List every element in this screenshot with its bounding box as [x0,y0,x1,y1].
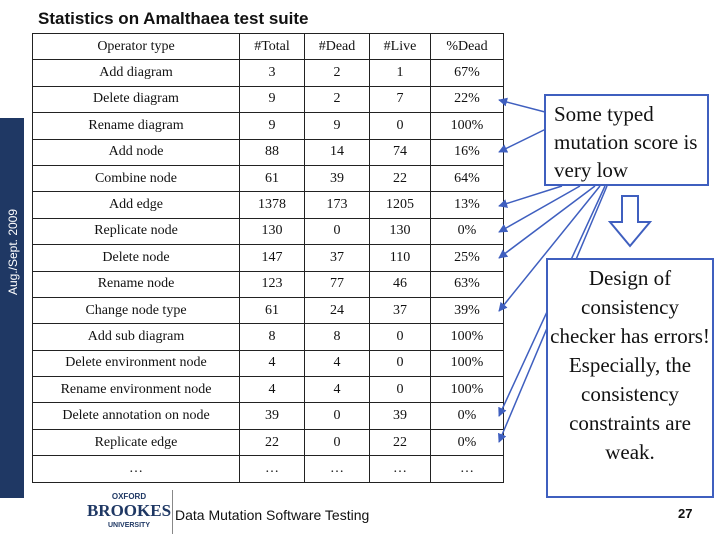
cell-operator-type: Change node type [33,297,240,323]
cell-live: 1 [370,60,431,86]
cell-percent-dead: 100% [431,324,504,350]
callout-low-score: Some typed mutation score is very low [544,94,709,186]
cell-total: 22 [240,429,305,455]
cell-percent-dead: 0% [431,218,504,244]
cell-live: 0 [370,113,431,139]
cell-total: 3 [240,60,305,86]
oxford-brookes-logo [84,489,174,535]
cell-percent-dead: 39% [431,297,504,323]
cell-dead: 4 [305,377,370,403]
cell-live: 0 [370,377,431,403]
cell-dead: 4 [305,350,370,376]
cell-percent-dead: 0% [431,429,504,455]
cell-dead: 0 [305,403,370,429]
cell-total: 8 [240,324,305,350]
logo-divider [172,490,173,534]
cell-dead: 0 [305,429,370,455]
cell-percent-dead: 64% [431,165,504,191]
cell-dead: 9 [305,113,370,139]
cell-total: … [240,456,305,482]
cell-dead: … [305,456,370,482]
cell-percent-dead: … [431,456,504,482]
cell-dead: 8 [305,324,370,350]
cell-live: 0 [370,324,431,350]
header-live: #Live [370,34,431,60]
cell-dead: 0 [305,218,370,244]
header-operator-type: Operator type [33,34,240,60]
cell-percent-dead: 22% [431,86,504,112]
cell-total: 88 [240,139,305,165]
logo-line2: BROOKES [86,501,172,520]
cell-percent-dead: 13% [431,192,504,218]
cell-operator-type: Rename environment node [33,377,240,403]
logo-line1: OXFORD [111,492,147,501]
cell-live: 130 [370,218,431,244]
cell-total: 123 [240,271,305,297]
cell-total: 1378 [240,192,305,218]
cell-live: 74 [370,139,431,165]
cell-live: 39 [370,403,431,429]
cell-operator-type: Add node [33,139,240,165]
cell-operator-type: Add diagram [33,60,240,86]
cell-total: 39 [240,403,305,429]
cell-dead: 173 [305,192,370,218]
header-total: #Total [240,34,305,60]
cell-operator-type: Delete environment node [33,350,240,376]
cell-total: 130 [240,218,305,244]
slide-title: Statistics on Amalthaea test suite [38,9,309,28]
cell-live: 0 [370,350,431,376]
cell-operator-type: Replicate node [33,218,240,244]
callout-conclusion: Design of consistency checker has errors! Especially, the consistency constraints are weak. [546,258,714,498]
cell-dead: 37 [305,245,370,271]
cell-operator-type: Rename diagram [33,113,240,139]
cell-dead: 2 [305,60,370,86]
cell-total: 9 [240,113,305,139]
cell-total: 61 [240,297,305,323]
cell-total: 61 [240,165,305,191]
cell-dead: 24 [305,297,370,323]
cell-percent-dead: 67% [431,60,504,86]
cell-operator-type: Delete node [33,245,240,271]
cell-operator-type: Replicate edge [33,429,240,455]
cell-live: 1205 [370,192,431,218]
cell-live: 110 [370,245,431,271]
footer-text: Data Mutation Software Testing [175,507,370,523]
arrow-delete-diagram [499,100,545,112]
cell-percent-dead: 100% [431,377,504,403]
cell-live: 22 [370,429,431,455]
cell-total: 4 [240,350,305,376]
cell-dead: 39 [305,165,370,191]
page-number: 27 [678,506,693,521]
down-arrow-icon [610,196,650,246]
cell-total: 147 [240,245,305,271]
cell-live: 22 [370,165,431,191]
cell-percent-dead: 100% [431,350,504,376]
cell-percent-dead: 100% [431,113,504,139]
cell-operator-type: … [33,456,240,482]
cell-operator-type: Add edge [33,192,240,218]
cell-live: 46 [370,271,431,297]
cell-live: 37 [370,297,431,323]
cell-dead: 14 [305,139,370,165]
cell-live: … [370,456,431,482]
logo-line3: UNIVERSITY [107,522,151,529]
cell-percent-dead: 63% [431,271,504,297]
cell-percent-dead: 25% [431,245,504,271]
cell-percent-dead: 0% [431,403,504,429]
cell-operator-type: Delete diagram [33,86,240,112]
header-percent-dead: %Dead [431,34,504,60]
cell-live: 7 [370,86,431,112]
cell-operator-type: Rename node [33,271,240,297]
arrow-add-node [499,128,548,152]
header-dead: #Dead [305,34,370,60]
cell-dead: 77 [305,271,370,297]
cell-dead: 2 [305,86,370,112]
side-label: Aug./Sept. 2009 [6,208,20,296]
cell-total: 4 [240,377,305,403]
cell-total: 9 [240,86,305,112]
cell-operator-type: Delete annotation on node [33,403,240,429]
cell-operator-type: Add sub diagram [33,324,240,350]
cell-operator-type: Combine node [33,165,240,191]
cell-percent-dead: 16% [431,139,504,165]
arrow-add-edge [499,186,562,206]
